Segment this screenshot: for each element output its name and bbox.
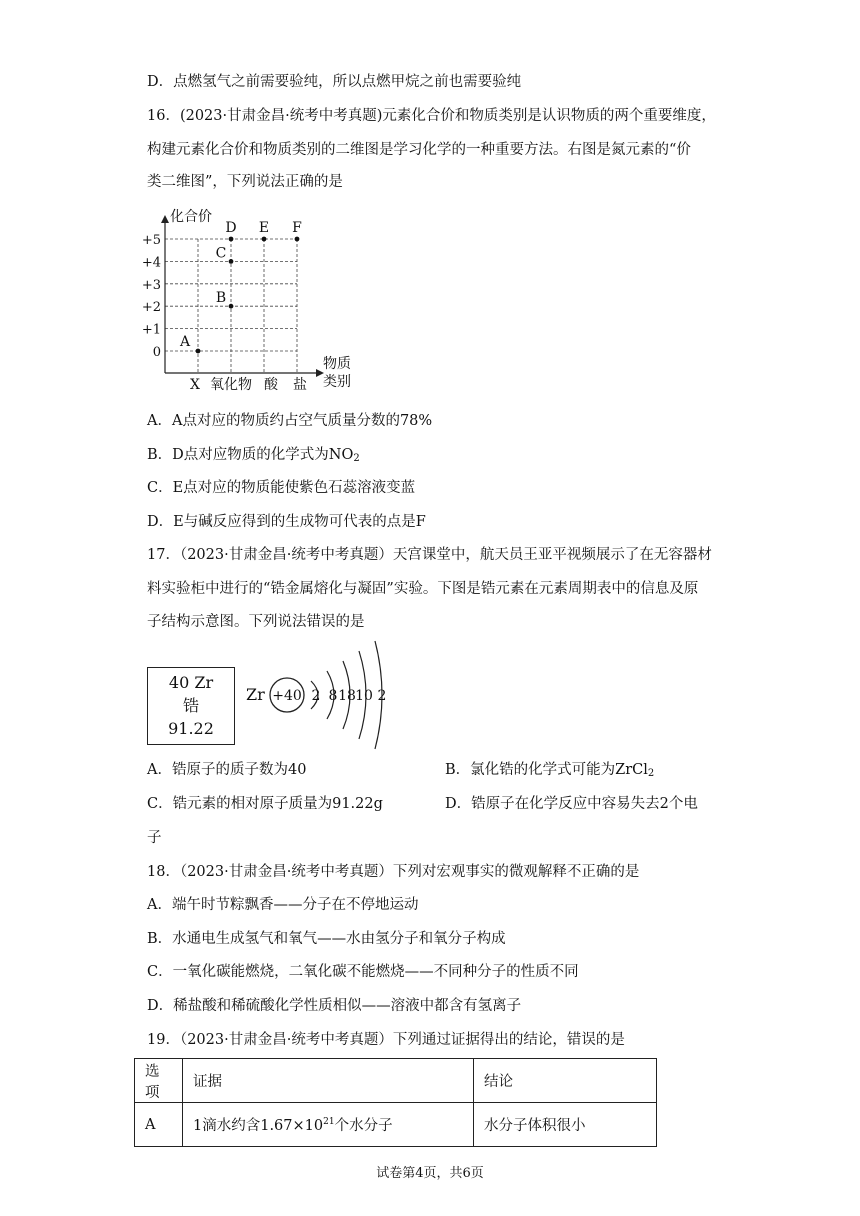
q19-stem: 19．（2023·甘肃金昌·统考中考真题）下列通过证据得出的结论，错误的是	[147, 1032, 625, 1048]
row-option: A	[135, 1103, 183, 1147]
q16-stem-line3: 类二维图”，下列说法正确的是	[147, 174, 343, 190]
q17-option-c: C．锆元素的相对原子质量为91.22g	[147, 796, 383, 812]
y-tick-label: +2	[141, 300, 161, 316]
data-point-label: C	[215, 245, 227, 262]
shell-electron-count: 2	[311, 688, 321, 704]
q17-option-b-subscript: 2	[647, 768, 655, 779]
cell-element-symbol: Zr	[194, 673, 214, 692]
y-tick-label: +3	[141, 277, 161, 293]
data-point	[229, 304, 234, 309]
q16-option-c: C．E点对应的物质能使紫色石蕊溶液变蓝	[147, 480, 416, 496]
x-tick-label: X	[190, 377, 200, 393]
x-tick-label: 酸	[264, 377, 278, 393]
q18-option-b: B．水通电生成氢气和氧气——水由氢分子和氧分子构成	[147, 931, 506, 947]
shell-electron-count: 18	[338, 688, 356, 704]
q16-option-b-text: B．D点对应物质的化学式为NO	[147, 447, 354, 463]
chart-x-label-line1: 物质	[323, 356, 351, 372]
data-point-label: A	[179, 334, 191, 350]
row-evidence-exponent: 21	[323, 1117, 335, 1127]
table-header-row	[135, 1059, 657, 1103]
q17-option-a: A．锆原子的质子数为40	[147, 762, 307, 778]
y-tick-label: +4	[141, 255, 161, 271]
data-point	[229, 237, 234, 242]
q17-stem-line3: 子结构示意图。下列说法错误的是	[147, 614, 365, 630]
periodic-table-cell	[147, 667, 235, 745]
cell-atomic-mass: 91.22	[168, 719, 214, 738]
chart-y-label: 化合价	[170, 209, 212, 225]
atomic-structure-diagram	[243, 640, 393, 750]
y-tick-label: +1	[141, 322, 161, 338]
q17-stem-line2: 料实验柜中进行的“锆金属熔化与凝固”实验。下图是锆元素在元素周期表中的信息及原	[147, 581, 699, 597]
page-footer: 试卷第4页，共6页	[376, 1166, 484, 1181]
q15-option-d: D．点燃氢气之前需要验纯，所以点燃甲烷之前也需要验纯	[147, 74, 522, 90]
q16-option-b	[147, 445, 360, 469]
x-tick-label: 氧化物	[210, 377, 252, 393]
table-row	[135, 1103, 657, 1147]
q16-option-b-subscript: 2	[353, 453, 360, 464]
cell-number-symbol	[148, 674, 234, 692]
data-point-label: F	[292, 220, 302, 236]
atom-symbol: Zr	[246, 685, 265, 704]
q16-option-a: A．A点对应的物质约占空气质量分数的78%	[147, 413, 433, 429]
q17-option-b-text: B．氯化锆的化学式可能为ZrCl	[445, 762, 648, 778]
q16-stem-line2: 构建元素化合价和物质类别的二维图是学习化学的一种重要方法。右图是氮元素的“价	[147, 142, 691, 158]
data-point-label: D	[225, 220, 237, 236]
header-evidence: 证据	[183, 1059, 474, 1103]
data-point	[262, 237, 267, 242]
nucleus-charge: +40	[272, 688, 302, 704]
shell-electron-count: 10	[355, 688, 373, 704]
row-evidence	[183, 1103, 474, 1147]
x-tick-label: 盐	[293, 377, 307, 393]
y-tick-label: +5	[141, 233, 161, 248]
shell-electron-count: 2	[377, 688, 387, 704]
row-conclusion: 水分子体积很小	[474, 1103, 657, 1147]
cell-element-name: 锆	[182, 696, 199, 715]
q19-table	[134, 1058, 657, 1147]
data-point-label: E	[258, 220, 270, 236]
q18-option-c: C．一氧化碳能燃烧，二氧化碳不能燃烧——不同种分子的性质不同	[147, 964, 579, 980]
shell-electron-count: 8	[328, 688, 338, 704]
row-evidence-suffix: 个水分子	[334, 1118, 393, 1134]
data-point	[229, 259, 234, 264]
data-point	[196, 349, 201, 354]
data-point	[295, 237, 300, 242]
row-evidence-text: 1滴水约含1.67×10	[193, 1118, 324, 1134]
cell-atomic-number: 40	[168, 673, 190, 692]
q18-option-d: D．稀盐酸和稀硫酸化学性质相似——溶液中都含有氢离子	[147, 998, 522, 1014]
q17-option-b	[445, 760, 654, 784]
q16-stem-line1: 16．(2023·甘肃金昌·统考中考真题)元素化合价和物质类别是认识物质的两个重要维度，	[147, 108, 716, 124]
q17-option-d-line2: 子	[147, 830, 162, 846]
electron-counts	[312, 688, 387, 704]
q17-stem-line1: 17．（2023·甘肃金昌·统考中考真题）天宫课堂中，航天员王亚平视频展示了在无容器材	[147, 547, 712, 563]
header-option: 选项	[135, 1059, 183, 1103]
nitrogen-valence-chart	[140, 205, 380, 397]
q16-option-d: D．E与碱反应得到的生成物可代表的点是F	[147, 514, 426, 530]
chart-x-label-line2: 类别	[323, 374, 351, 390]
y-tick-label: 0	[152, 345, 161, 360]
q18-stem: 18．（2023·甘肃金昌·统考中考真题）下列对宏观事实的微观解释不正确的是	[147, 864, 640, 880]
q17-option-d-line1: D．锆原子在化学反应中容易失去2个电	[445, 796, 698, 812]
q18-option-a: A．端午时节粽飘香——分子在不停地运动	[147, 897, 419, 913]
chart-points	[179, 220, 302, 353]
header-conclusion: 结论	[474, 1059, 657, 1103]
data-point-label: B	[215, 290, 227, 307]
y-axis-arrow	[161, 215, 169, 223]
